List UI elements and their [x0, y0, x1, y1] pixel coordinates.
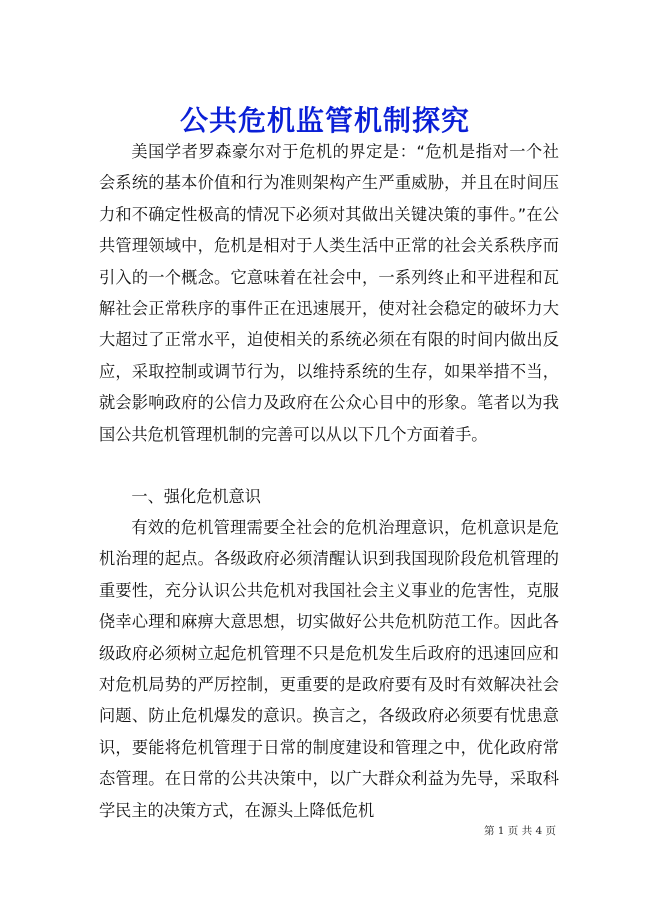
intro-paragraph: 美国学者罗森豪尔对于危机的界定是：“危机是指对一个社会系统的基本价值和行为准则架构产生严重威胁，并且在时间压力和不确定性极高的情况下必须对其做出关键决策的事件。”在公共管理领域中，危机是相对于人类生活中正常的社会关系秩序而引入的一个概念。它意味着在社会中，一系列终止和平进程和瓦解社会正常秩序的事件正在迅速展开，使对社会稳定的破坏力大大超过了正常水平，迫使相关的系统必须在有限的时间内做出反应，采取控制或调节行为，以维持系统的生存，如果举措不当，就会影响政府的公信力及政府在公众心目中的形象。笔者以为我国公共危机管理机制的完善可以从以下几个方面着手。 [99, 142, 559, 444]
section-heading: 一、强化危机意识 [131, 487, 261, 506]
page-number-footer: 第 1 页 共 4 页 [483, 825, 556, 837]
document-title: 公共危机监管机制探究 [179, 103, 470, 137]
section-paragraph: 有效的危机管理需要全社会的危机治理意识，危机意识是危机治理的起点。各级政府必须清醒认识到我国现阶段危机管理的重要性，充分认识公共危机对我国社会主义事业的危害性，克服侥幸心理和麻痹大意思想，切实做好公共危机防范工作。因此各级政府必须树立起危机管理不只是危机发生后政府的迅速回应和对危机局势的严厉控制，更重要的是政府要有及时有效解决社会问题、防止危机爆发的意识。换言之，各级政府必须要有忧患意识，要能将危机管理于日常的制度建设和管理之中，优化政府常态管理。在日常的公共决策中，以广大群众利益为先导，采取科学民主的决策方式，在源头上降低危机 [99, 518, 559, 820]
